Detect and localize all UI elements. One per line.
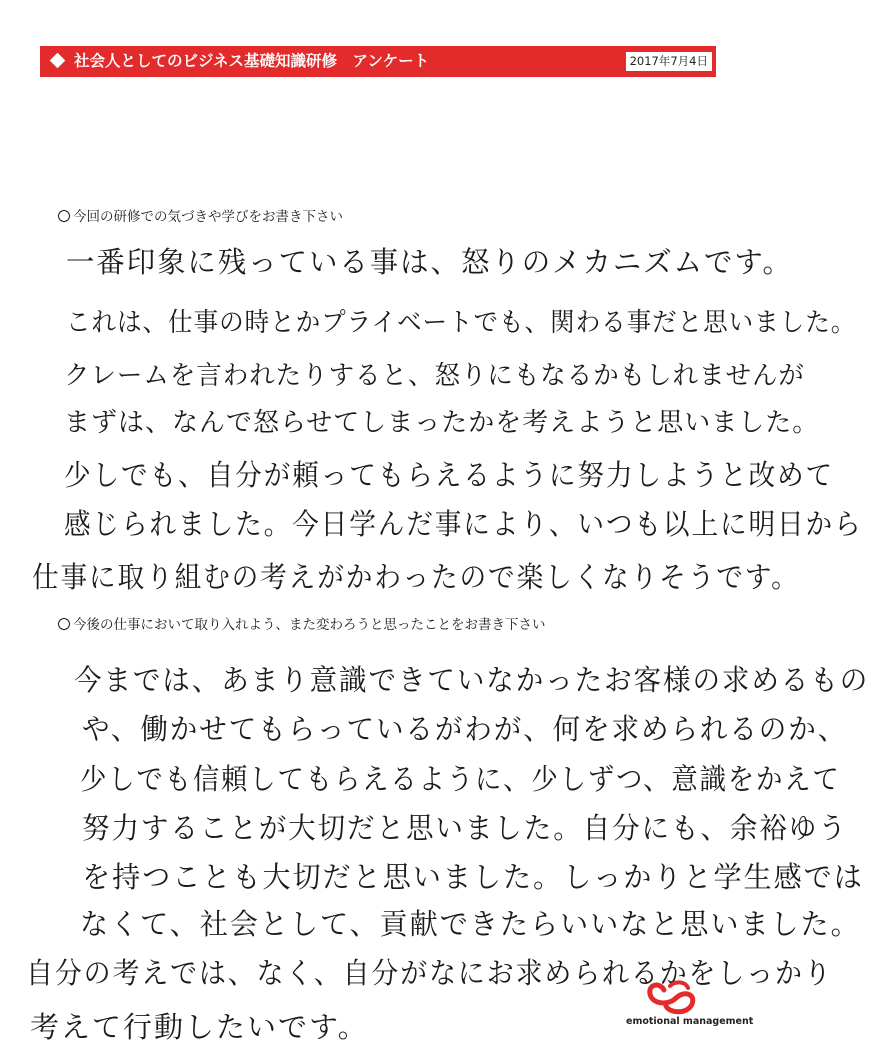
circle-bullet-icon <box>58 210 70 222</box>
answer-1-line-2: これは、仕事の時とかプライベートでも、関わる事だと思いました。 <box>66 308 857 338</box>
answer-2-line-2: や、働かせてもらっているがわが、何を求められるのか、 <box>82 712 848 746</box>
answer-1-line-4: まずは、なんで怒らせてしまったかを考えようと思いました。 <box>64 408 820 438</box>
answer-1-line-6: 感じられました。今日学んだ事により、いつも以上に明日から <box>64 507 863 541</box>
diamond-icon <box>50 53 66 69</box>
answer-2-line-3: 少しでも信頼してもらえるように、少しずつ、意識をかえて <box>80 762 841 796</box>
header-date: 2017年7月4日 <box>626 52 712 71</box>
page-title: 社会人としてのビジネス基礎知識研修 アンケート <box>74 52 430 70</box>
logo-text: emotional management <box>626 1016 754 1027</box>
answer-1-line-5: 少しでも、自分が頼ってもらえるように努力しようと改めて <box>64 458 835 492</box>
answer-2-line-8: 考えて行動したいです。 <box>30 1010 369 1044</box>
question-2-text: 今後の仕事において取り入れよう、また変わろうと思ったことをお書き下さい <box>73 617 546 633</box>
answer-2-line-4: 努力することが大切だと思いました。自分にも、余裕ゆう <box>82 811 848 845</box>
header-bar <box>40 46 716 77</box>
circle-bullet-icon <box>58 618 70 630</box>
answer-2-line-1: 今までは、あまり意識できていなかったお客様の求めるもの <box>74 663 869 697</box>
brand-logo <box>626 978 754 1028</box>
answer-1-line-7: 仕事に取り組むの考えがかわったので楽しくなりそうです。 <box>32 560 800 594</box>
swirl-logo-icon <box>626 978 726 1018</box>
answer-1-line-1: 一番印象に残っている事は、怒りのメカニズムです。 <box>66 245 793 279</box>
question-1 <box>58 205 343 225</box>
question-1-text: 今回の研修での気づきや学びをお書き下さい <box>73 209 343 225</box>
answer-2-line-6: なくて、社会として、貢献できたらいいなと思いました。 <box>80 907 861 941</box>
answer-2-line-7: 自分の考えでは、なく、自分がなにお求められるかをしっかり <box>26 956 833 990</box>
answer-1-line-3: クレームを言われたりすると、怒りにもなるかもしれませんが <box>64 361 805 391</box>
question-2 <box>58 613 546 633</box>
answer-2-line-5: を持つことも大切だと思いました。しっかりと学生感では <box>82 860 864 894</box>
